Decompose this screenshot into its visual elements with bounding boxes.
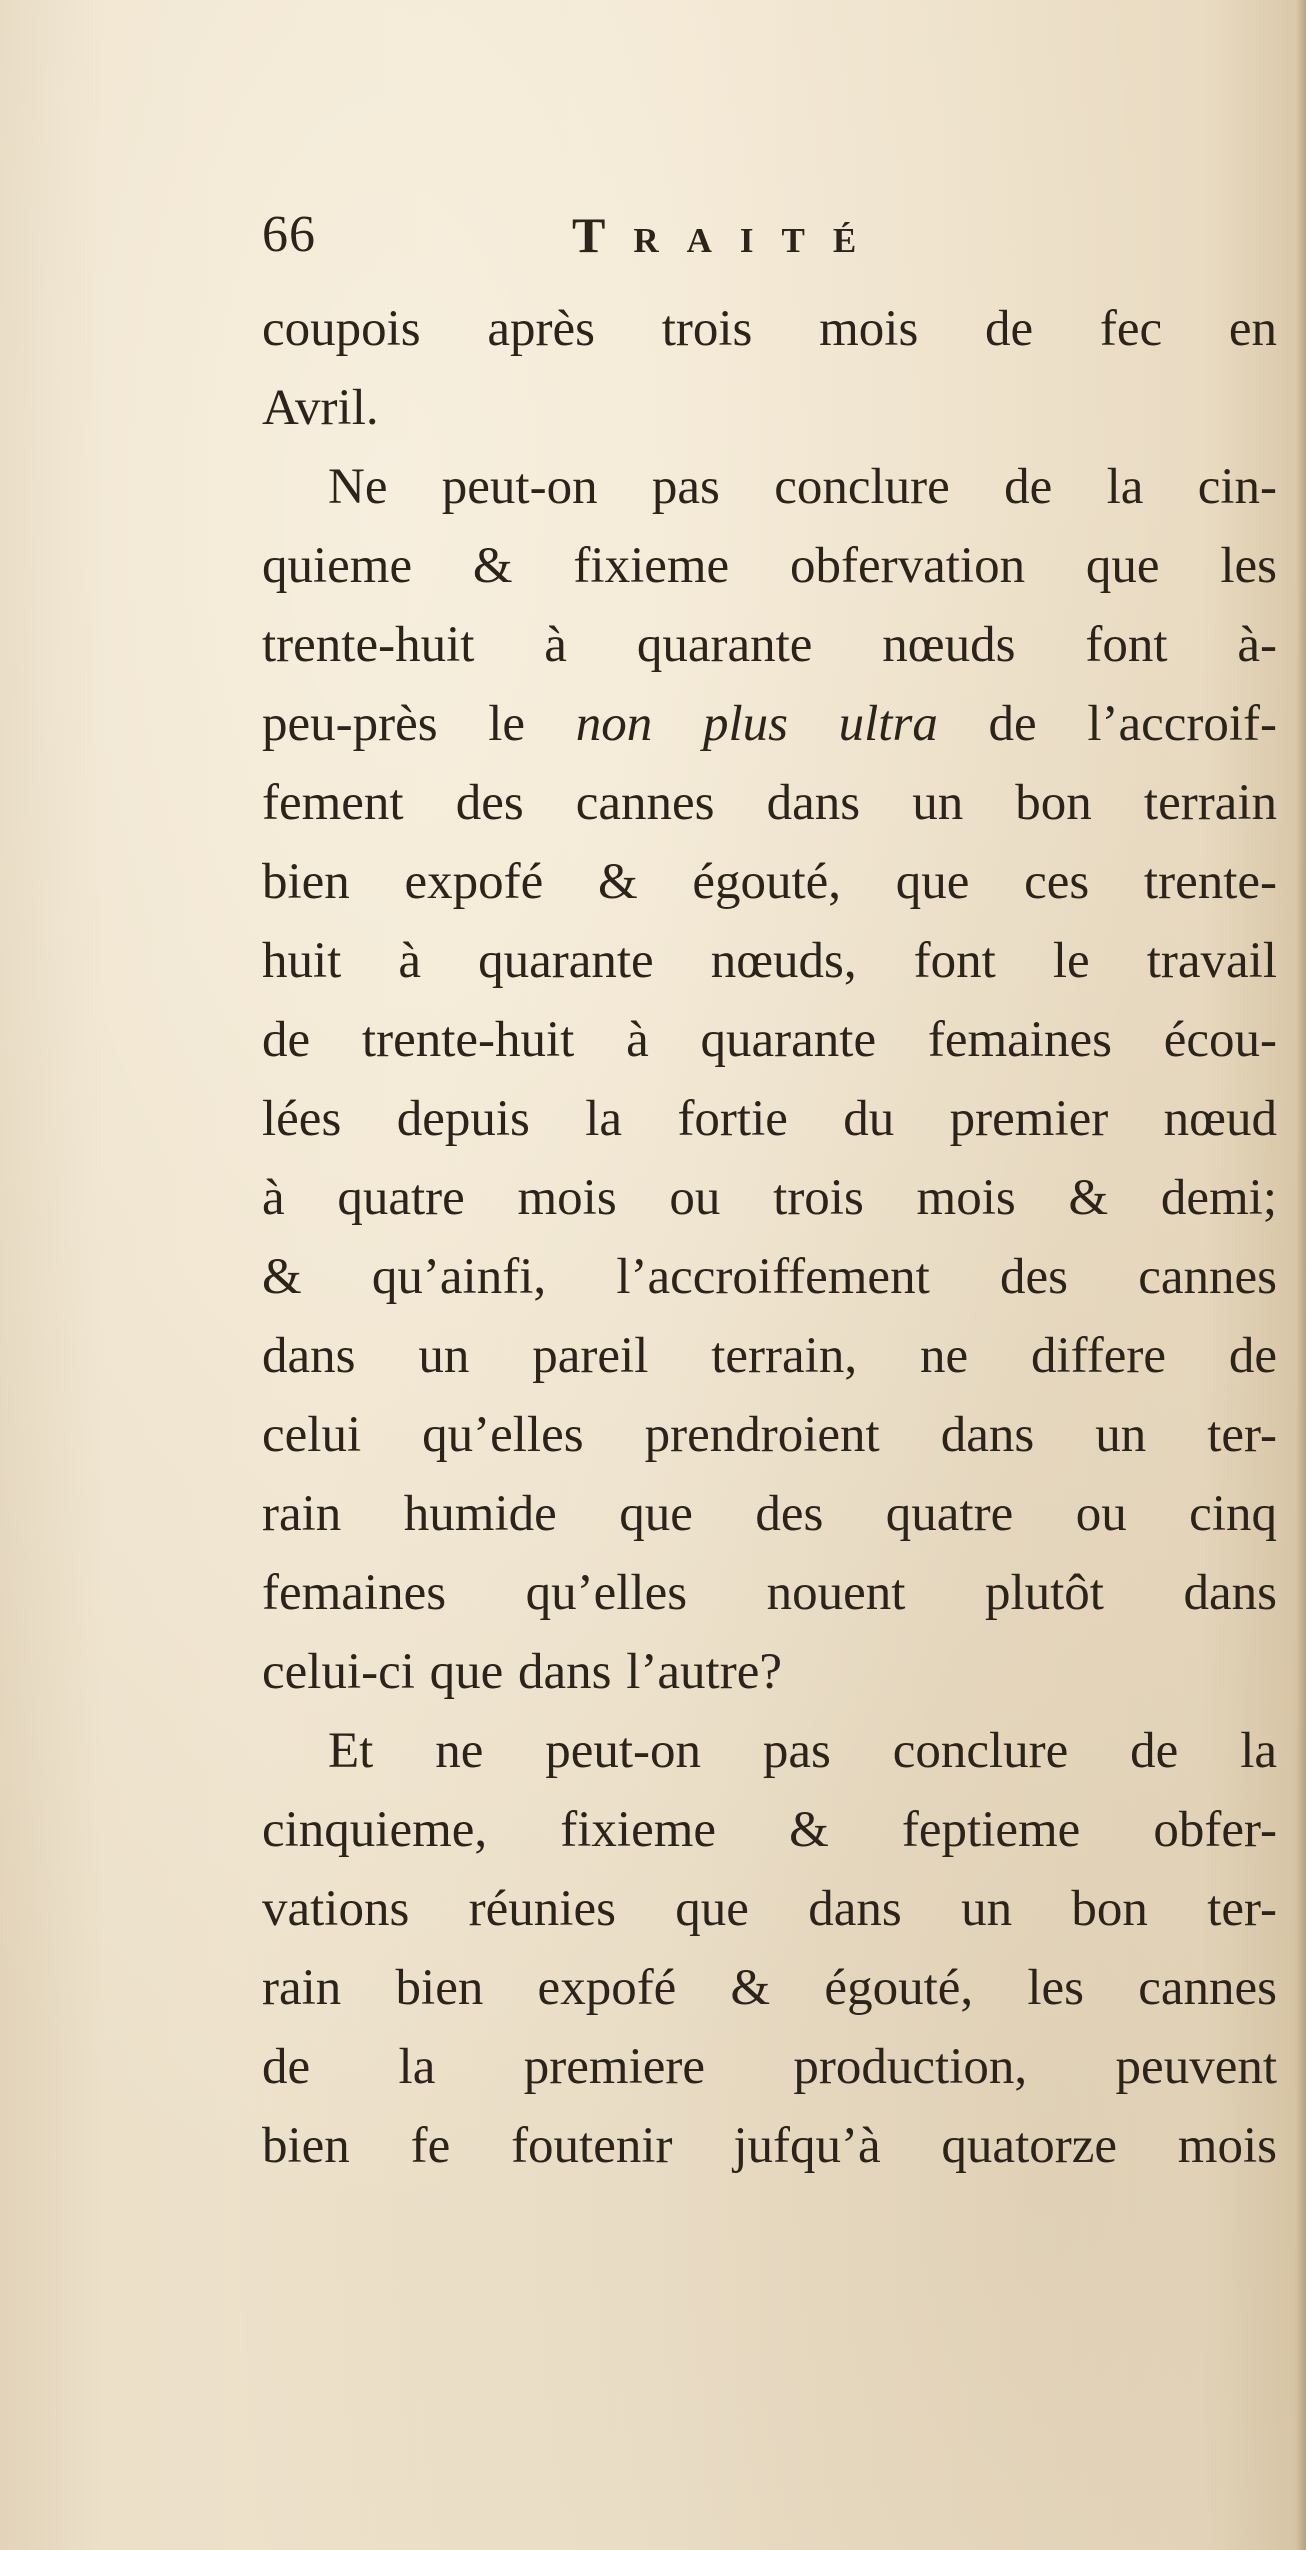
running-title: Traité [572,207,885,263]
italic-phrase: non plus ultra [575,696,938,752]
text-line: femaines qu’elles nouent plutôt dans [262,1565,1277,1621]
text-line: de la premiere production, peuvent [262,2039,1277,2095]
text-line: lées depuis la fortie du premier nœud [262,1091,1277,1147]
text-line: coupois après trois mois de fec en [262,301,1277,357]
page-number: 66 [262,206,316,263]
text-line-with-italic [262,685,1277,764]
text-line: à quatre mois ou trois mois & demi; [262,1170,1277,1226]
text-line: Avril. [262,380,379,436]
text-segment: peu-près le [262,696,526,752]
text-line: bien fe foutenir jufqu’à quatorze mois [262,2118,1277,2174]
text-line: rain bien expofé & égouté, les cannes [262,1960,1277,2016]
text-line: vations réunies que dans un bon ter- [262,1881,1277,1937]
text-line: dans un pareil terrain, ne differe de [262,1328,1277,1384]
text-segment: de l’accroif- [988,696,1278,752]
text-line: quieme & fixieme obfervation que les [262,538,1277,594]
page-header [262,205,1262,265]
text-line: fement des cannes dans un bon terrain [262,775,1277,831]
text-line: bien expofé & égouté, que ces trente- [262,854,1277,910]
paragraph-start-line: Ne peut-on pas conclure de la cin- [328,459,1277,515]
text-line: de trente-huit à quarante femaines écou- [262,1012,1277,1068]
page-edge-shadow [1296,0,1306,2550]
paragraph-start-line: Et ne peut-on pas conclure de la [328,1723,1277,1779]
body-text [262,290,1277,2186]
text-line: & qu’ainfi, l’accroiffement des cannes [262,1249,1277,1305]
text-line: celui-ci que dans l’autre? [262,1644,782,1700]
text-line: huit à quarante nœuds, font le travail [262,933,1277,989]
text-line: cinquieme, fixieme & feptieme obfer- [262,1802,1277,1858]
text-line: trente-huit à quarante nœuds font à- [262,617,1277,673]
text-line: celui qu’elles prendroient dans un ter- [262,1407,1277,1463]
text-line: rain humide que des quatre ou cinq [262,1486,1277,1542]
